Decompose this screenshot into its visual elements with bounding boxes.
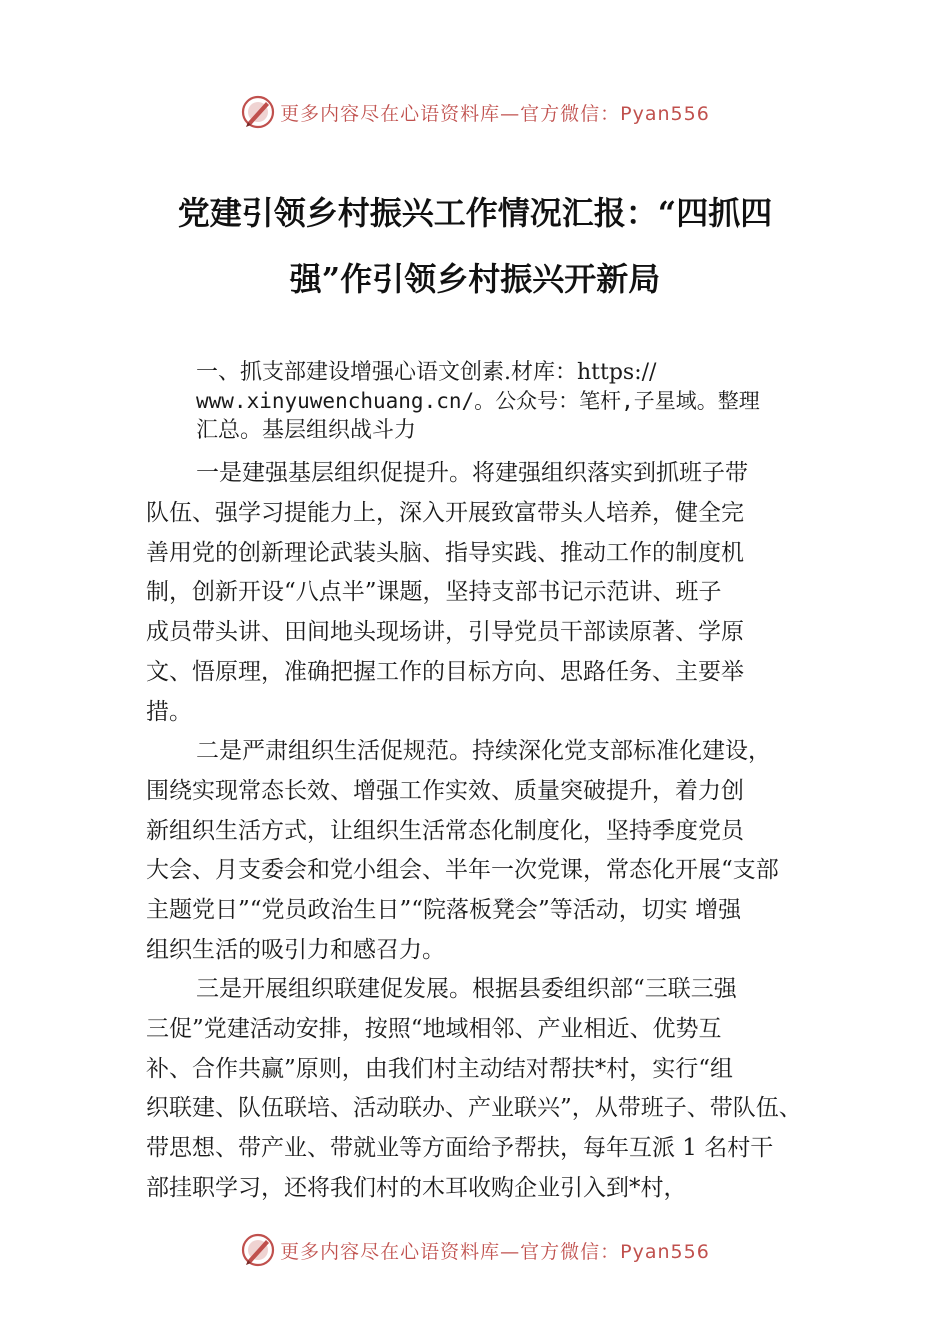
banner-text: 更多内容尽在心语资料库—官方微信：Pyan556 [280, 1240, 710, 1263]
paragraph-line: 三是开展组织联建促发展。根据县委组织部“三联三强 [196, 976, 737, 1002]
paragraph [146, 732, 826, 971]
paragraph-line: 文、悟原理，准确把握工作的目标方向、思路任务、主要举 [146, 658, 744, 685]
title-line: 强”作引领乡村振兴开新局 [289, 260, 661, 298]
paragraph-line: 部挂职学习，还将我们村的木耳收购企业引入到*村， [146, 1174, 687, 1201]
heading-line: 汇总。基层组织战斗力 [196, 418, 417, 443]
paragraph-line: 大会、月支委会和党小组会、半年一次党课，常态化开展“支部 [146, 857, 779, 884]
pen-logo-icon [240, 94, 276, 130]
paragraph-line: 二是严肃组织生活促规范。持续深化党支部标准化建设， [196, 738, 771, 764]
section-heading [196, 358, 836, 445]
heading-line: 一、抓支部建设增强心语文创素.材库：https:// [196, 360, 657, 385]
header-banner [0, 94, 950, 130]
paragraph-line: 织联建、队伍联培、活动联办、产业联兴”，从带班子、带队伍、 [146, 1095, 802, 1122]
paragraph-line: 围绕实现常态长效、增强工作实效、质量突破提升，着力创 [146, 777, 744, 804]
banner-text: 更多内容尽在心语资料库—官方微信：Pyan556 [280, 102, 710, 125]
title-line: 党建引领乡村振兴工作情况汇报：“四抓四 [177, 194, 773, 232]
paragraph-line: 措。 [146, 698, 192, 725]
paragraph-line: 组织生活的吸引力和感召力。 [146, 936, 445, 963]
heading-line: www.xinyuwenchuang.cn/。公众号：笔杆,子星域。整理 [196, 389, 760, 413]
paragraph-line: 三促”党建活动安排，按照“地域相邻、产业相近、优势互 [146, 1015, 722, 1042]
paragraph-line: 新组织生活方式，让组织生活常态化制度化，坚持季度党员 [146, 817, 744, 844]
paragraph-line: 一是建强基层组织促提升。将建强组织落实到抓班子带 [196, 460, 748, 486]
paragraph-line: 补、合作共赢”原则，由我们村主动结对帮扶*村，实行“组 [146, 1055, 734, 1082]
paragraph-line: 制，创新开设“八点半”课题，坚持支部书记示范讲、班子 [146, 579, 722, 606]
paragraph-line: 带思想、带产业、带就业等方面给予帮扶，每年互派 1 名村干 [146, 1135, 774, 1162]
paragraph-line: 队伍、强学习提能力上，深入开展致富带头人培养，健全完 [146, 499, 744, 526]
paragraph [146, 970, 826, 1209]
pen-logo-icon [240, 1232, 276, 1268]
paragraph-line: 主题党日”“党员政治生日”“院落板凳会”等活动，切实 增强 [146, 897, 742, 924]
paragraph-line: 善用党的创新理论武装头脑、指导实践、推动工作的制度机 [146, 539, 744, 566]
paragraph [146, 454, 826, 733]
paragraph-line: 成员带头讲、田间地头现场讲，引导党员干部读原著、学原 [146, 619, 744, 646]
document-title [120, 180, 830, 312]
footer-banner [0, 1232, 950, 1268]
